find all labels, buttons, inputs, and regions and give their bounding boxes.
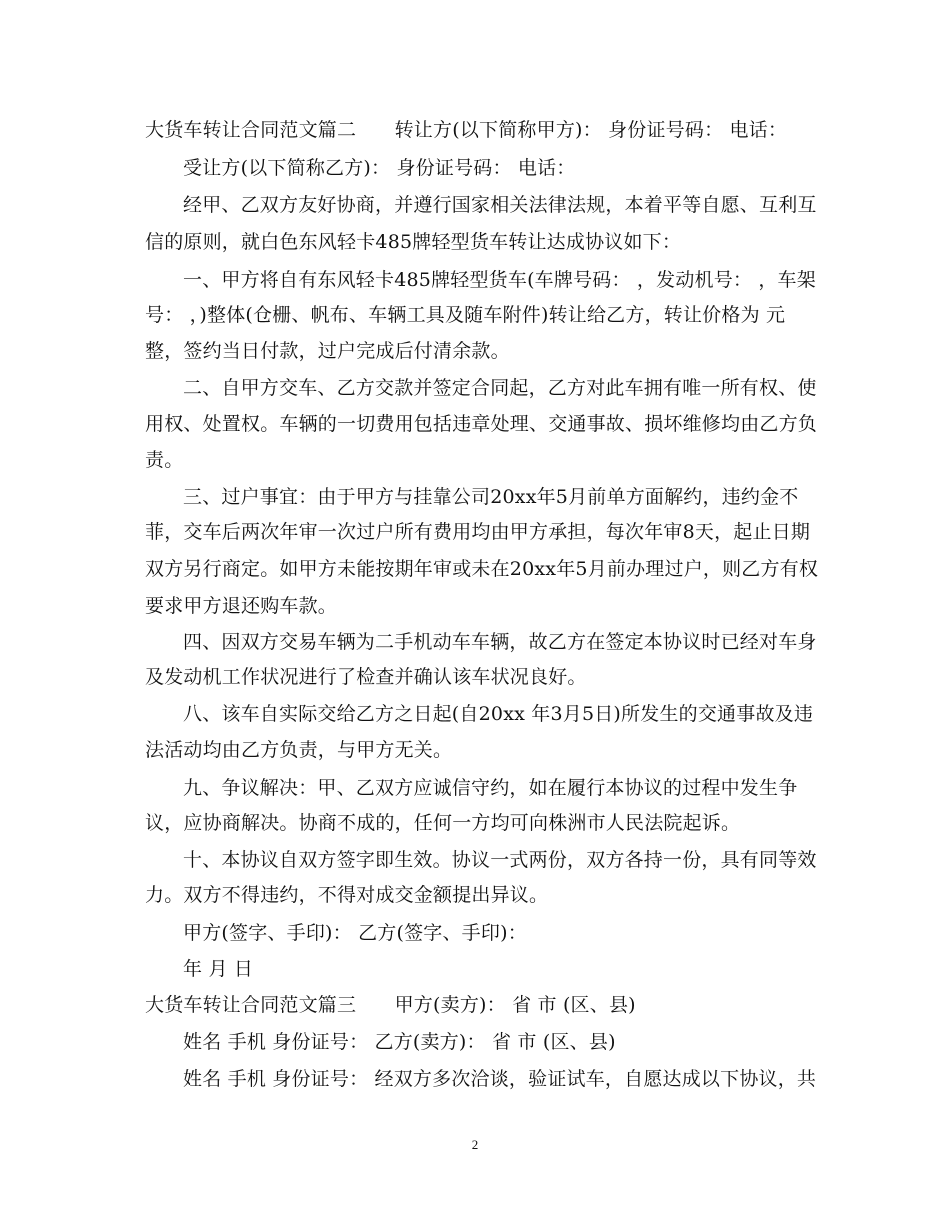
text-line: 一、甲方将自有东风轻卡485牌轻型货车(车牌号码： ，发动机号： ，车架 (183, 269, 816, 291)
text-line: 用权、处置权。车辆的一切费用包括违章处理、交通事故、损坏维修均由乙方负 (145, 413, 818, 435)
text-line: 菲，交车后两次年审一次过户所有费用均由甲方承担，每次年审8天，起止日期 (145, 521, 811, 543)
text-line: 整，签约当日付款，过户完成后付清余款。 (145, 340, 510, 362)
date-line: 年 月 日 (183, 958, 254, 980)
text-line: 及发动机工作状况进行了检查并确认该车状况良好。 (145, 666, 587, 688)
page-number: 2 (471, 1137, 479, 1152)
section-heading-3: 大货车转让合同范文篇三 甲方(卖方)： 省 市 (区、县) (145, 994, 636, 1016)
text-line: 四、因双方交易车辆为二手机动车车辆，故乙方在签定本协议时已经对车身 (183, 631, 817, 653)
text-line: 受让方(以下简称乙方)： 身份证号码： 电话： (183, 157, 576, 179)
text-line: 力。双方不得违约，不得对成交金额提出异议。 (145, 884, 549, 906)
text-line: 双方另行商定。如甲方未能按期年审或未在20xx年5月前办理过户，则乙方有权 (145, 558, 819, 580)
text-line: 号： ，)整体(仓栅、帆布、车辆工具及随车附件)转让给乙方，转让价格为 元 (145, 304, 786, 326)
signature-line: 甲方(签字、手印)： 乙方(签字、手印)： (183, 922, 527, 944)
text-line: 议，应协商解决。协商不成的，任何一方均可向株洲市人民法院起诉。 (145, 812, 741, 834)
text-line: 信的原则，就白色东风轻卡485牌轻型货车转让达成协议如下： (145, 231, 682, 253)
text-line: 二、自甲方交车、乙方交款并签定合同起，乙方对此车拥有唯一所有权、使 (183, 377, 817, 399)
text-line: 姓名 手机 身份证号： 经双方多次洽谈，验证试车，自愿达成以下协议，共 (183, 1068, 817, 1090)
text-line: 姓名 手机 身份证号： 乙方(卖方)： 省 市 (区、县) (183, 1031, 616, 1053)
text-line: 经甲、乙双方友好协商，并遵行国家相关法律法规，本着平等自愿、互利互 (183, 194, 817, 216)
text-line: 十、本协议自双方签字即生效。协议一式两份，双方各持一份，具有同等效 (183, 849, 817, 871)
text-line: 八、该车自实际交给乙方之日起(自20xx 年3月5日)所发生的交通事故及违 (183, 703, 814, 725)
text-line: 三、过户事宜：由于甲方与挂靠公司20xx年5月前单方面解约，违约金不 (183, 486, 799, 508)
section-heading-2: 大货车转让合同范文篇二 转让方(以下简称甲方)： 身份证号码： 电话： (145, 119, 788, 141)
text-line: 九、争议解决：甲、乙双方应诚信守约，如在履行本协议的过程中发生争 (183, 777, 798, 799)
text-line: 责。 (145, 449, 184, 471)
text-line: 要求甲方退还购车款。 (145, 595, 338, 617)
text-line: 法活动均由乙方负责，与甲方无关。 (145, 739, 453, 761)
